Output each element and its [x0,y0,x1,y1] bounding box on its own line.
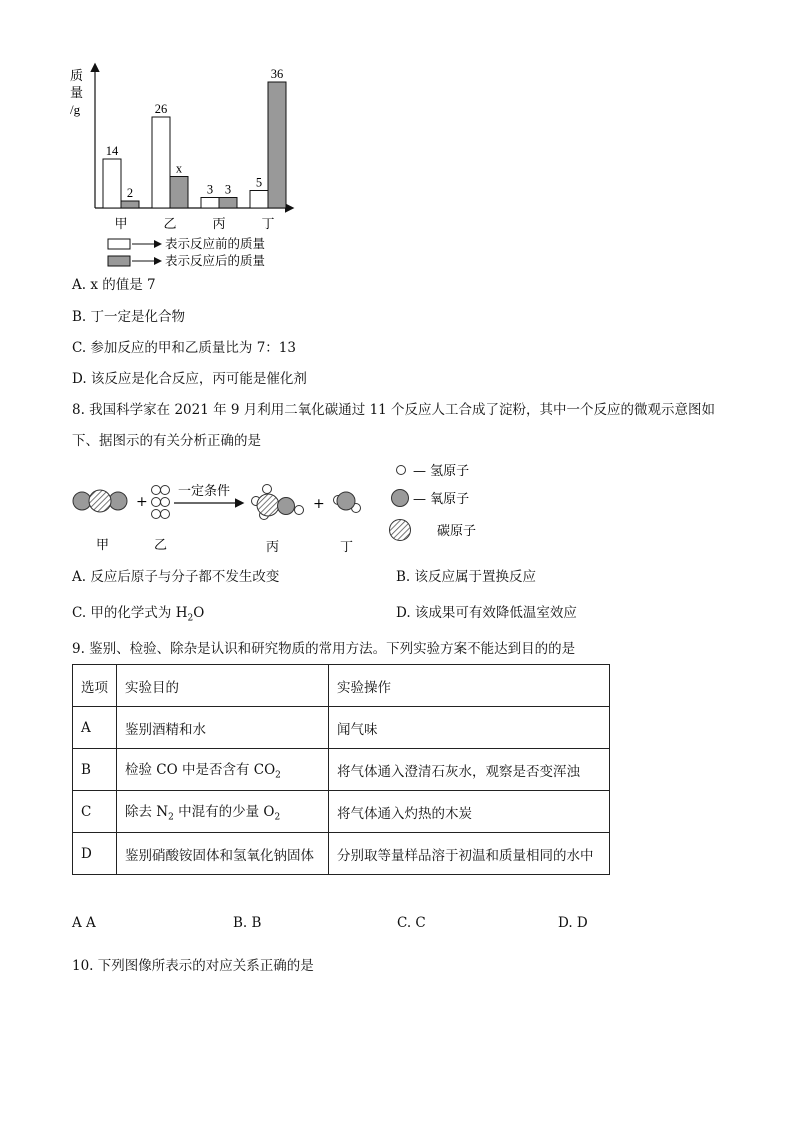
legend-swatch-after [108,256,130,266]
header-operation: 实验操作 [329,665,610,707]
header-purpose: 实验目的 [117,665,329,707]
q10-stem: 10. 下列图像所表示的对应关系正确的是 [72,958,314,974]
q8-option-b: B. 该反应属于置换反应 [396,569,537,585]
row-c-purpose-sub1: 2 [168,812,174,823]
row-c-purpose-sub2: 2 [274,812,281,823]
legend-carbon-atom [390,520,411,541]
row-c-operation: 将气体通入灼热的木炭 [329,791,610,833]
label-ding: 丁 [340,540,354,555]
reaction-condition: 一定条件 [178,484,231,499]
legend-label-before: 表示反应前的质量 [165,237,266,251]
bar-value-label: 2 [126,186,134,200]
molecule-bing [252,485,304,520]
legend-oxygen-atom [392,490,409,507]
legend-swatch-before [108,239,130,249]
row-d-purpose: 鉴别硝酸铵固体和氢氧化钠固体 [117,833,329,875]
row-b-purpose-text: 检验 CO 中是否含有 CO [125,762,276,779]
bar-甲-before [103,159,121,208]
legend-carbon-label: 碳原子 [437,524,477,539]
row-c-purpose-part2: 中混有的少量 O [173,804,275,821]
bar-乙-after [170,177,188,209]
row-a-purpose: 鉴别酒精和水 [117,707,329,749]
bars-group [103,67,286,208]
row-a-operation: 闻气味 [329,707,610,749]
experiment-table [72,664,610,875]
bar-value-label: 3 [206,182,214,197]
table-row [73,833,610,875]
q9-answer-c: C. C [397,915,426,931]
q8-option-c-suffix: O [193,605,205,621]
category-label: 乙 [163,216,177,231]
q8-option-c [72,604,204,628]
row-b-purpose-sub: 2 [275,770,281,781]
row-b-purpose [117,749,329,791]
bar-甲-after [121,201,139,208]
molecule-jia [73,490,127,512]
table-row [73,749,610,791]
y-axis-label-3: /g [70,102,81,117]
q7-option-a: A. x 的值是 7 [72,277,156,293]
bar-丁-after [268,82,286,208]
bar-value-label: x [175,161,183,176]
bar-value-label: 36 [270,67,284,81]
q7-option-b: B. 丁一定是化合物 [72,309,186,325]
row-d-option: D [73,833,117,875]
q9-answer-a: A A [72,915,96,931]
q7-option-d: D. 该反应是化合反应，丙可能是催化剂 [72,371,307,387]
q8-stem-line2: 下、据图示的有关分析正确的是 [72,433,261,449]
category-label: 丙 [212,216,226,231]
category-labels [114,216,274,231]
y-axis-label-1: 质 [70,68,84,83]
row-b-option: B [73,749,117,791]
bar-乙-before [152,117,170,208]
bar-value-label: 26 [154,102,168,116]
q8-stem-line1: 8. 我国科学家在 2021 年 9 月利用二氧化碳通过 11 个反应人工合成了淀粉，其中一个反应的微观示意图如 [72,402,716,418]
reaction-micro-diagram [66,458,506,558]
label-yi: 乙 [154,538,168,553]
bar-value-label: 5 [255,175,263,190]
plus-sign-2: + [313,496,325,512]
q9-answer-b: B. B [233,915,262,931]
row-a-option: A [73,707,117,749]
molecule-yi [152,486,170,519]
legend-hydrogen-label: — 氢原子 [413,464,470,479]
bar-value-label: 3 [224,182,232,197]
row-c-option: C [73,791,117,833]
row-b-operation: 将气体通入澄清石灰水，观察是否变浑浊 [329,749,610,791]
row-d-operation: 分别取等量样品溶于初温和质量相同的水中 [329,833,610,875]
bar-value-label: 14 [105,144,119,158]
table-row [73,791,610,833]
legend-label-after: 表示反应后的质量 [165,254,266,268]
molecule-ding [334,492,361,513]
plus-sign-1: + [136,494,148,510]
legend-hydrogen-atom [397,466,406,475]
mass-bar-chart [60,55,320,275]
q7-option-c: C. 参加反应的甲和乙质量比为 7：13 [72,340,296,356]
q8-option-a: A. 反应后原子与分子都不发生改变 [72,569,280,585]
label-bing: 丙 [266,540,280,555]
q9-answer-d: D. D [558,915,588,931]
bar-丙-after [219,198,237,209]
bar-丁-before [250,191,268,209]
q9-stem: 9. 鉴别、检验、除杂是认识和研究物质的常用方法。下列实验方案不能达到目的的是 [72,641,576,657]
label-jia: 甲 [96,538,110,553]
header-option: 选项 [73,665,117,707]
category-label: 甲 [114,216,128,231]
legend-oxygen-label: — 氧原子 [413,492,470,507]
table-row [73,707,610,749]
y-axis-label-2: 量 [70,85,84,100]
bar-丙-before [201,198,219,209]
q8-option-d: D. 该成果可有效降低温室效应 [396,605,577,621]
q8-option-c-subscript: 2 [187,613,194,624]
q8-option-c-prefix: C. 甲的化学式为 H [72,605,188,621]
table-header-row [73,665,610,707]
row-c-purpose [117,791,329,833]
row-c-purpose-part1: 除去 N [125,804,169,821]
category-label: 丁 [261,216,275,231]
